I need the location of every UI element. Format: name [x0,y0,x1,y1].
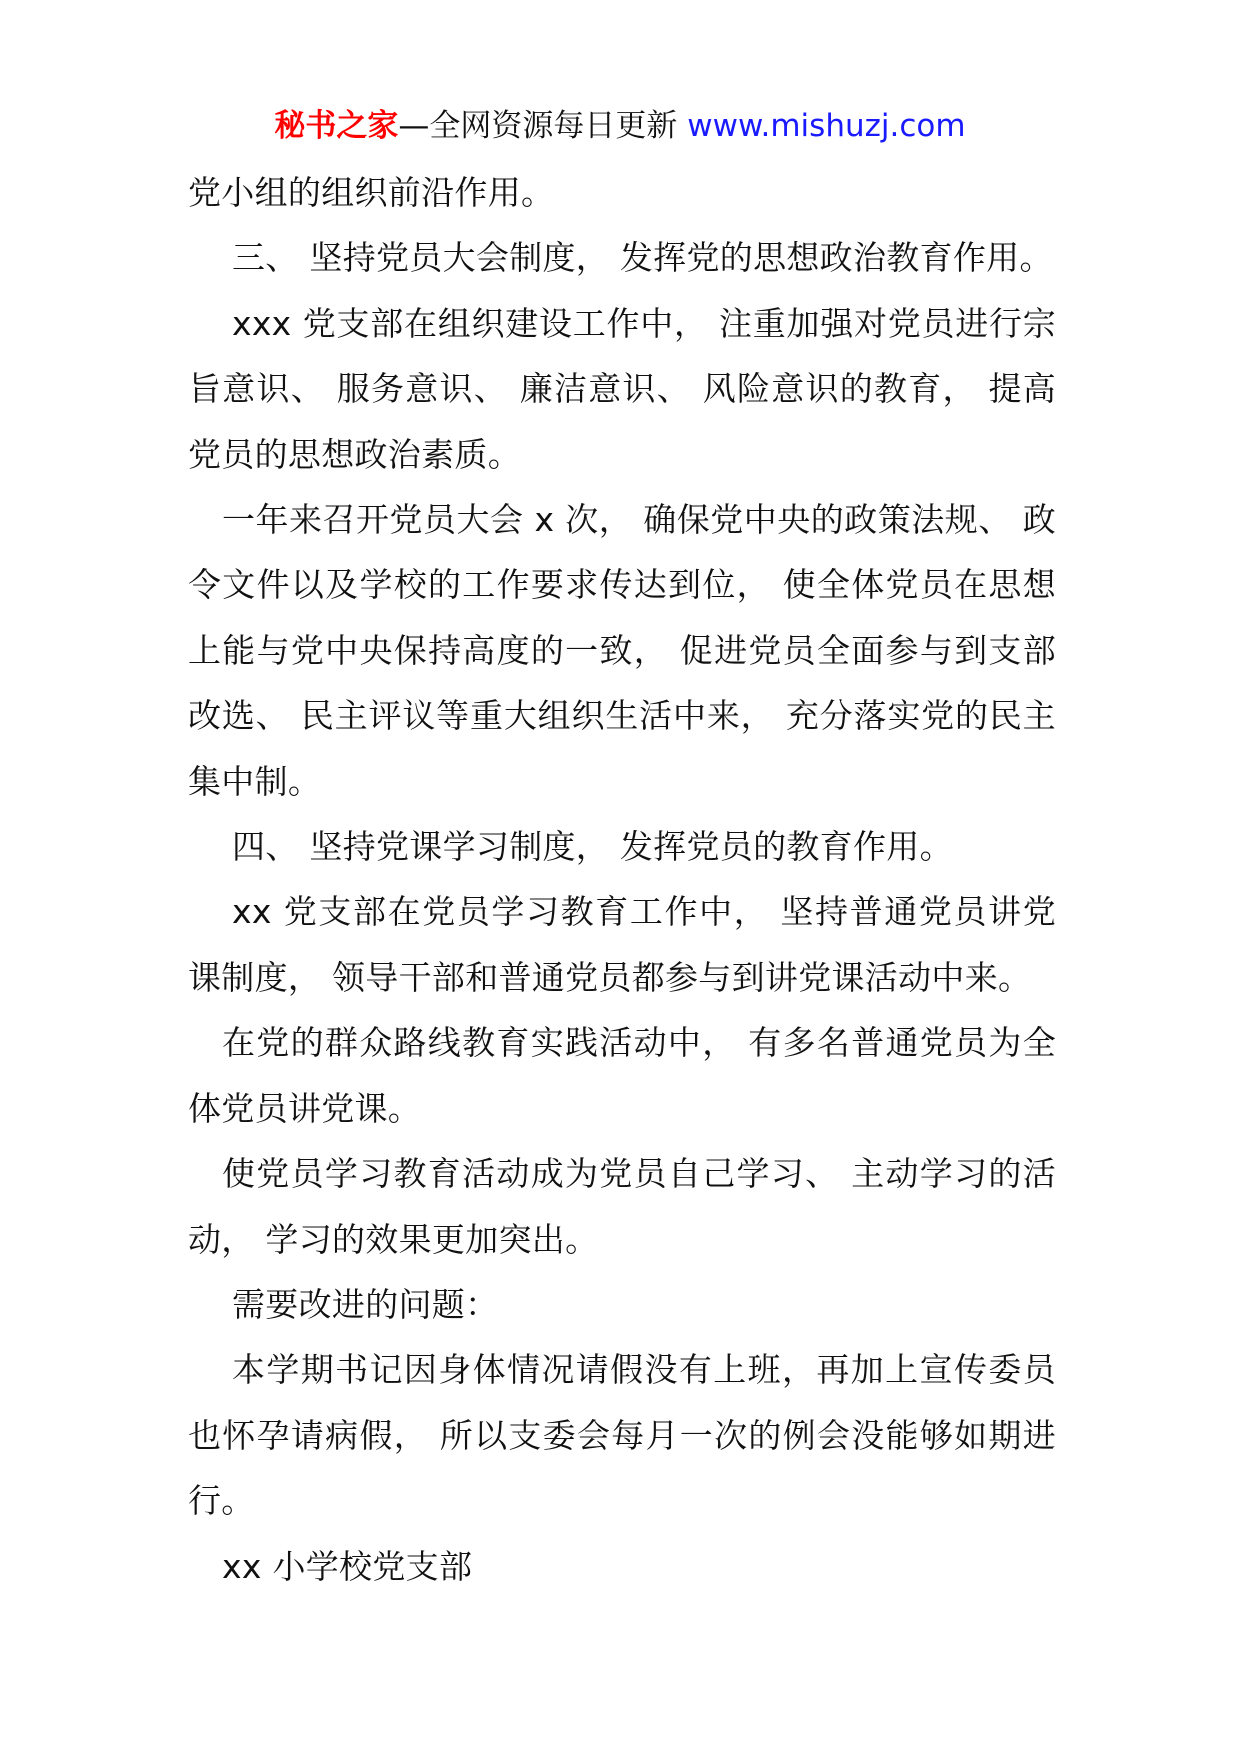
issues-heading: 需要改进的问题： [232,1284,499,1324]
paragraph: 在党的群众路线教育实践活动中， 有多名普通党员为全体党员讲党课。 [188,1023,1056,1128]
header-tagline: —全网资源每日更新 [398,108,678,144]
document-body [188,160,1056,1599]
paragraph: 一年来召开党员大会 x 次， 确保党中央的政策法规、 政令文件以及学校的工作要求传达到位， 使全体党员在思想上能与党中央保持高度的一致， 促进党员全面参与到支部改选、 民主评议等重大组织生活中来， 充分落实党的民主集中制。 [188,500,1056,801]
paragraph-continuation: 党小组的组织前沿作用。 [188,173,555,212]
section-heading-3: 三、 坚持党员大会制度， 发挥党的思想政治教育作用。 [232,238,1053,278]
brand-name: 秘书之家 [274,108,399,144]
paragraph: xx 党支部在党员学习教育工作中， 坚持普通党员讲党课制度， 领导干部和普通党员都参与到讲党课活动中来。 [188,892,1056,997]
site-url-link[interactable]: www.mishuzj.com [687,108,966,144]
section-heading-4: 四、 坚持党课学习制度， 发挥党员的教育作用。 [232,827,953,867]
paragraph: 使党员学习教育活动成为党员自己学习、 主动学习的活动， 学习的效果更加突出。 [188,1154,1056,1259]
paragraph: xxx 党支部在组织建设工作中， 注重加强对党员进行宗旨意识、 服务意识、 廉洁意识、 风险意识的教育， 提高党员的思想政治素质。 [188,303,1056,474]
paragraph: 本学期书记因身体情况请假没有上班，再加上宣传委员也怀孕请病假， 所以支委会每月一次的例会没能够如期进行。 [188,1350,1056,1521]
signature-line: xx 小学校党支部 [222,1546,473,1586]
watermark-header [0,104,1240,148]
